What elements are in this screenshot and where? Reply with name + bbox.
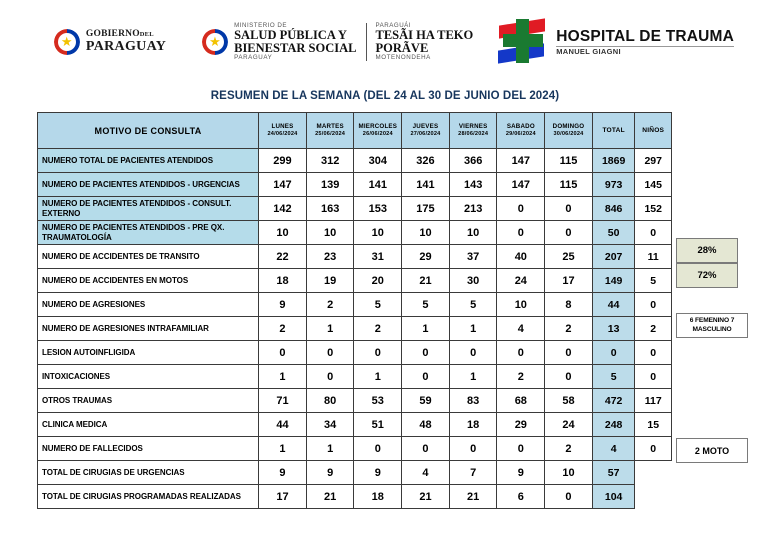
row-label: INTOXICACIONES (38, 365, 259, 389)
cell-day-value: 142 (259, 197, 307, 221)
hospital-name: HOSPITAL DE TRAUMA (556, 27, 735, 45)
cell-day-value: 21 (402, 485, 450, 509)
cell-day-value: 9 (259, 461, 307, 485)
cell-ninos-value (635, 461, 672, 485)
ministerio-line2: SALUD PÚBLICA Y (234, 28, 347, 43)
cell-day-value: 29 (497, 413, 545, 437)
cell-day-value: 0 (449, 341, 497, 365)
guarani-line3: PORÃVE (375, 41, 429, 55)
col-header-domingo-label: DOMINGO (552, 122, 585, 130)
ministerio-line1: MINISTERIO DE (234, 21, 288, 29)
cell-day-value: 0 (497, 221, 545, 245)
cell-day-value: 8 (545, 293, 593, 317)
row-label: NUMERO DE PACIENTES ATENDIDOS - CONSULT. EXTERNO (38, 197, 259, 221)
row-label: NUMERO DE ACCIDENTES DE TRANSITO (38, 245, 259, 269)
cell-day-value: 141 (354, 173, 402, 197)
cell-day-value: 10 (259, 221, 307, 245)
cell-day-value: 10 (402, 221, 450, 245)
cell-day-value: 17 (259, 485, 307, 509)
guarani-line2: TESÃI HA TEKO (375, 28, 474, 43)
row-label: NUMERO DE AGRESIONES INTRAFAMILIAR (38, 317, 259, 341)
col-header-total: TOTAL (592, 113, 635, 149)
cell-day-value: 9 (354, 461, 402, 485)
row-label: NUMERO TOTAL DE PACIENTES ATENDIDOS (38, 149, 259, 173)
cell-ninos-value: 0 (635, 365, 672, 389)
logo-header-band (0, 0, 770, 78)
cell-day-value: 0 (402, 365, 450, 389)
annotation-fallecidos-moto: 2 MOTO (676, 438, 748, 463)
cell-day-value: 0 (402, 341, 450, 365)
col-header-miercoles-label: MIERCOLES (358, 122, 398, 130)
guarani-line1: PARAGUÁI (375, 21, 412, 29)
paraguay-seal-icon: ★ (54, 29, 80, 55)
col-header-motivo: MOTIVO DE CONSULTA (38, 113, 259, 149)
cell-ninos-value: 297 (635, 149, 672, 173)
hospital-cross-flag-icon (495, 18, 551, 66)
del-word: DEL (139, 30, 154, 38)
row-label: NUMERO DE FALLECIDOS (38, 437, 259, 461)
cell-day-value: 18 (354, 485, 402, 509)
cell-day-value: 58 (545, 389, 593, 413)
cell-day-value: 147 (259, 173, 307, 197)
cell-day-value: 1 (259, 437, 307, 461)
table-row (38, 485, 672, 509)
cell-day-value: 80 (306, 389, 354, 413)
cell-day-value: 31 (354, 245, 402, 269)
col-header-lunes-date: 24/06/2024 (267, 130, 298, 137)
cell-day-value: 1 (449, 365, 497, 389)
cell-day-value: 4 (497, 317, 545, 341)
cell-day-value: 0 (497, 197, 545, 221)
table-row (38, 245, 672, 269)
cell-day-value: 0 (402, 437, 450, 461)
cell-day-value: 0 (545, 341, 593, 365)
table-row (38, 317, 672, 341)
table-row (38, 341, 672, 365)
ministerio-salud-logo (202, 14, 473, 70)
col-header-miercoles (354, 113, 402, 149)
cell-day-value: 115 (545, 173, 593, 197)
table-row (38, 437, 672, 461)
table-row (38, 221, 672, 245)
row-label: OTROS TRAUMAS (38, 389, 259, 413)
cell-day-value: 0 (497, 437, 545, 461)
col-header-viernes-date: 28/06/2024 (458, 130, 489, 137)
cell-day-value: 68 (497, 389, 545, 413)
cell-day-value: 153 (354, 197, 402, 221)
table-row (38, 197, 672, 221)
cell-day-value: 10 (306, 221, 354, 245)
cell-ninos-value (635, 485, 672, 509)
col-header-viernes-label: VIERNES (458, 122, 488, 130)
ministerio-seal-icon: ★ (202, 29, 228, 55)
col-header-sabado (497, 113, 545, 149)
cell-day-value: 21 (449, 485, 497, 509)
cell-ninos-value: 2 (635, 317, 672, 341)
cell-day-value: 20 (354, 269, 402, 293)
cell-day-value: 1 (259, 365, 307, 389)
ministerio-line4: PARAGUAY (234, 53, 273, 61)
cell-ninos-value: 145 (635, 173, 672, 197)
cell-day-value: 1 (402, 317, 450, 341)
col-header-martes (306, 113, 354, 149)
cell-day-value: 312 (306, 149, 354, 173)
cell-day-value: 6 (497, 485, 545, 509)
cell-day-value: 10 (354, 221, 402, 245)
hospital-subname: MANUEL GIAGNI (556, 46, 734, 56)
cell-day-value: 0 (545, 365, 593, 389)
table-row (38, 269, 672, 293)
cell-day-value: 40 (497, 245, 545, 269)
cell-day-value: 71 (259, 389, 307, 413)
col-header-sabado-date: 29/06/2024 (505, 130, 536, 137)
cell-day-value: 147 (497, 173, 545, 197)
cell-day-value: 0 (259, 341, 307, 365)
cell-total-value: 5 (592, 365, 635, 389)
cell-day-value: 22 (259, 245, 307, 269)
cell-day-value: 2 (354, 317, 402, 341)
cell-day-value: 53 (354, 389, 402, 413)
row-label: CLINICA MEDICA (38, 413, 259, 437)
cell-day-value: 139 (306, 173, 354, 197)
cell-day-value: 29 (402, 245, 450, 269)
col-header-jueves-label: JUEVES (412, 122, 439, 130)
table-header-row (38, 113, 672, 149)
cell-day-value: 1 (306, 437, 354, 461)
cell-day-value: 25 (545, 245, 593, 269)
table-row (38, 389, 672, 413)
table-row (38, 365, 672, 389)
cell-day-value: 163 (306, 197, 354, 221)
table-row (38, 461, 672, 485)
summary-table-wrapper (35, 112, 735, 509)
cell-day-value: 1 (354, 365, 402, 389)
cell-total-value: 472 (592, 389, 635, 413)
col-header-jueves (402, 113, 450, 149)
cell-day-value: 9 (497, 461, 545, 485)
cell-day-value: 37 (449, 245, 497, 269)
cell-total-value: 973 (592, 173, 635, 197)
cell-day-value: 147 (497, 149, 545, 173)
cell-day-value: 0 (449, 437, 497, 461)
col-header-sabado-label: SABADO (506, 122, 535, 130)
annotation-motos-percent: 72% (676, 263, 738, 288)
cell-ninos-value: 5 (635, 269, 672, 293)
cell-total-value: 207 (592, 245, 635, 269)
cell-day-value: 10 (449, 221, 497, 245)
cell-day-value: 2 (497, 365, 545, 389)
cell-day-value: 213 (449, 197, 497, 221)
cell-day-value: 24 (497, 269, 545, 293)
cell-day-value: 0 (497, 341, 545, 365)
col-header-martes-label: MARTES (316, 122, 344, 130)
table-row (38, 413, 672, 437)
col-header-domingo-date: 30/06/2024 (553, 130, 584, 137)
cell-day-value: 48 (402, 413, 450, 437)
cell-day-value: 10 (497, 293, 545, 317)
cell-ninos-value: 0 (635, 437, 672, 461)
cell-day-value: 7 (449, 461, 497, 485)
cell-day-value: 2 (545, 437, 593, 461)
cell-total-value: 57 (592, 461, 635, 485)
cell-ninos-value: 0 (635, 293, 672, 317)
cell-day-value: 0 (306, 365, 354, 389)
annotation-transito-percent: 28% (676, 238, 738, 263)
cell-total-value: 1869 (592, 149, 635, 173)
cell-day-value: 366 (449, 149, 497, 173)
cell-day-value: 10 (545, 461, 593, 485)
logo-divider (366, 23, 367, 61)
cell-day-value: 143 (449, 173, 497, 197)
cell-day-value: 23 (306, 245, 354, 269)
cell-ninos-value: 117 (635, 389, 672, 413)
col-header-ninos: NIÑOS (635, 113, 672, 149)
annotation-agresiones-gender: 6 FEMENINO 7 MASCULINO (676, 313, 748, 338)
row-label: NUMERO DE PACIENTES ATENDIDOS - PRE QX. TRAUMATOLOGÍA (38, 221, 259, 245)
cell-day-value: 21 (402, 269, 450, 293)
cell-ninos-value: 0 (635, 221, 672, 245)
col-header-miercoles-date: 26/06/2024 (362, 130, 393, 137)
cell-ninos-value: 0 (635, 341, 672, 365)
col-header-domingo (545, 113, 593, 149)
col-header-lunes (259, 113, 307, 149)
hospital-trauma-logo (495, 14, 734, 70)
cell-total-value: 248 (592, 413, 635, 437)
cell-day-value: 17 (545, 269, 593, 293)
cell-day-value: 51 (354, 413, 402, 437)
cell-day-value: 9 (259, 293, 307, 317)
cell-day-value: 18 (449, 413, 497, 437)
cell-day-value: 0 (545, 485, 593, 509)
cell-total-value: 44 (592, 293, 635, 317)
cell-total-value: 846 (592, 197, 635, 221)
cell-ninos-value: 152 (635, 197, 672, 221)
cell-day-value: 0 (354, 437, 402, 461)
cell-day-value: 115 (545, 149, 593, 173)
row-label: LESION AUTOINFLIGIDA (38, 341, 259, 365)
table-row (38, 173, 672, 197)
paraguay-word: PARAGUAY (85, 39, 167, 55)
cell-day-value: 5 (402, 293, 450, 317)
cell-total-value: 13 (592, 317, 635, 341)
cell-day-value: 326 (402, 149, 450, 173)
cell-day-value: 19 (306, 269, 354, 293)
cell-day-value: 0 (545, 197, 593, 221)
cell-day-value: 175 (402, 197, 450, 221)
row-label: NUMERO DE AGRESIONES (38, 293, 259, 317)
cell-ninos-value: 15 (635, 413, 672, 437)
weekly-summary-table (37, 112, 672, 509)
cell-day-value: 2 (306, 293, 354, 317)
gobierno-paraguay-logo (54, 14, 176, 70)
cell-day-value: 44 (259, 413, 307, 437)
cell-day-value: 299 (259, 149, 307, 173)
cell-day-value: 30 (449, 269, 497, 293)
cell-day-value: 5 (449, 293, 497, 317)
cell-total-value: 50 (592, 221, 635, 245)
cell-total-value: 104 (592, 485, 635, 509)
cell-day-value: 2 (259, 317, 307, 341)
gobierno-word: GOBIERNO (85, 28, 140, 39)
cell-day-value: 141 (402, 173, 450, 197)
cell-day-value: 0 (306, 341, 354, 365)
table-body (38, 149, 672, 509)
cell-total-value: 149 (592, 269, 635, 293)
page-title: RESUMEN DE LA SEMANA (DEL 24 AL 30 DE JUNIO DEL 2024) (210, 90, 560, 102)
row-label: TOTAL DE CIRUGIAS PROGRAMADAS REALIZADAS (38, 485, 259, 509)
cell-day-value: 24 (545, 413, 593, 437)
cell-total-value: 0 (592, 341, 635, 365)
col-header-lunes-label: LUNES (271, 122, 294, 130)
cell-day-value: 59 (402, 389, 450, 413)
cell-day-value: 1 (306, 317, 354, 341)
cell-day-value: 304 (354, 149, 402, 173)
table-row (38, 293, 672, 317)
cell-day-value: 34 (306, 413, 354, 437)
table-row (38, 149, 672, 173)
cell-day-value: 83 (449, 389, 497, 413)
col-header-martes-date: 25/06/2024 (315, 130, 346, 137)
row-label: TOTAL DE CIRUGIAS DE URGENCIAS (38, 461, 259, 485)
cell-day-value: 5 (354, 293, 402, 317)
guarani-line4: MOTENONDEHA (375, 53, 431, 61)
cell-day-value: 0 (354, 341, 402, 365)
cell-total-value: 4 (592, 437, 635, 461)
col-header-viernes (449, 113, 497, 149)
cell-day-value: 21 (306, 485, 354, 509)
cell-ninos-value: 11 (635, 245, 672, 269)
cell-day-value: 4 (402, 461, 450, 485)
cell-day-value: 1 (449, 317, 497, 341)
cell-day-value: 0 (545, 221, 593, 245)
cell-day-value: 9 (306, 461, 354, 485)
cell-day-value: 18 (259, 269, 307, 293)
cell-day-value: 2 (545, 317, 593, 341)
row-label: NUMERO DE ACCIDENTES EN MOTOS (38, 269, 259, 293)
ministerio-line3: BIENESTAR SOCIAL (234, 41, 357, 55)
col-header-jueves-date: 27/06/2024 (410, 130, 441, 137)
row-label: NUMERO DE PACIENTES ATENDIDOS - URGENCIAS (38, 173, 259, 197)
